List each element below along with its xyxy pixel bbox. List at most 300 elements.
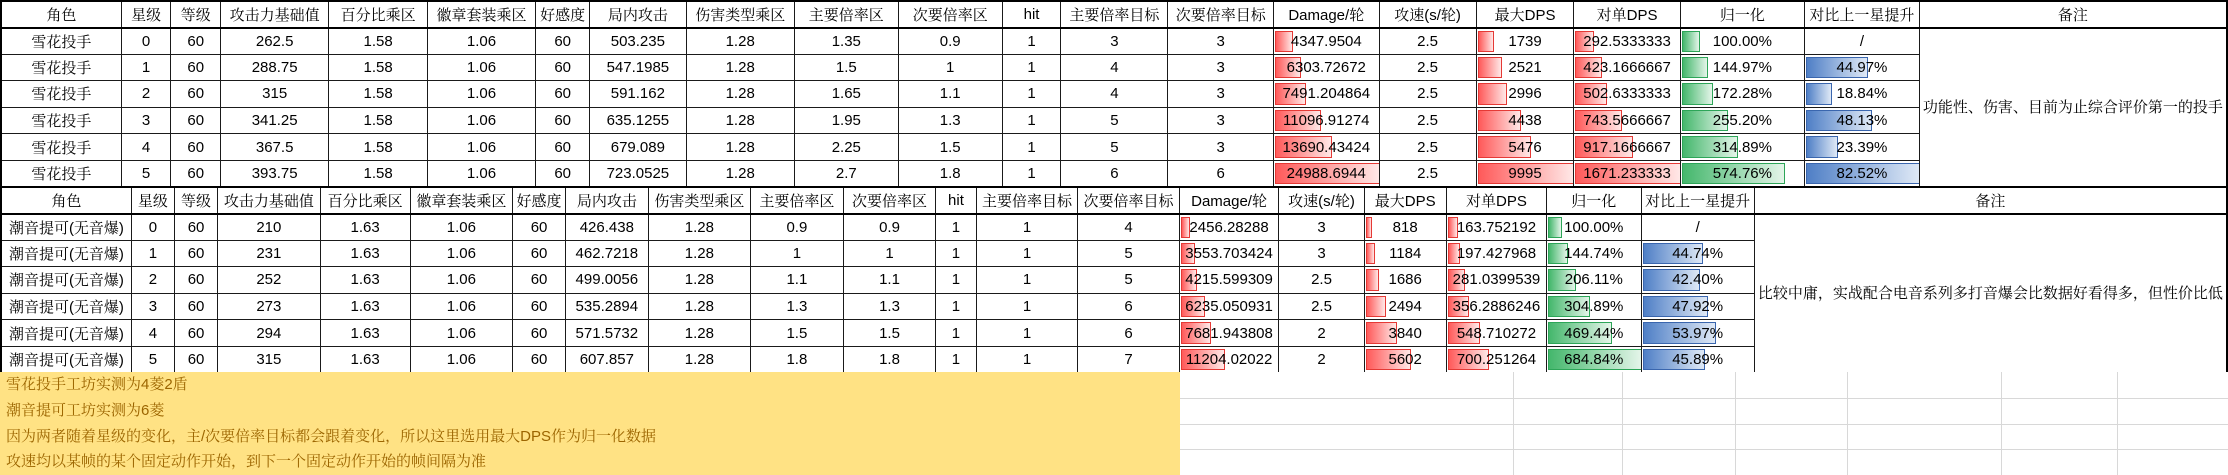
cell[interactable] — [1641, 320, 1754, 347]
cell[interactable] — [1078, 214, 1179, 241]
cell[interactable] — [1061, 28, 1168, 55]
cell[interactable] — [1078, 240, 1179, 267]
cell[interactable] — [751, 293, 844, 320]
cell[interactable] — [898, 81, 1002, 108]
column-header-13[interactable]: 次要倍率目标 — [1078, 187, 1179, 214]
cell[interactable] — [410, 320, 512, 347]
cell[interactable] — [794, 28, 898, 55]
column-header-0[interactable]: 角色 — [1, 1, 121, 28]
cell[interactable] — [843, 293, 936, 320]
cell[interactable] — [121, 28, 171, 55]
remark-cell[interactable]: 功能性、伤害、目前为止综合评价第一的投手 — [1919, 28, 2227, 187]
cell[interactable] — [566, 267, 649, 294]
cell[interactable] — [174, 346, 217, 373]
cell[interactable] — [648, 267, 750, 294]
cell[interactable] — [976, 240, 1078, 267]
cell[interactable] — [976, 346, 1078, 373]
cell[interactable] — [648, 293, 750, 320]
cell[interactable] — [218, 240, 320, 267]
cell[interactable] — [686, 134, 794, 161]
cell[interactable] — [1446, 240, 1546, 267]
cell[interactable] — [171, 107, 221, 134]
cell[interactable] — [1574, 134, 1680, 161]
cell[interactable] — [121, 54, 171, 81]
cell[interactable] — [1476, 54, 1574, 81]
cell[interactable] — [1680, 54, 1805, 81]
cell-value: 273 — [256, 298, 282, 316]
cell[interactable] — [898, 54, 1002, 81]
cell[interactable] — [686, 160, 794, 187]
cell[interactable] — [329, 134, 428, 161]
cell[interactable] — [513, 293, 566, 320]
cell[interactable] — [590, 107, 686, 134]
cell[interactable] — [936, 267, 976, 294]
cell[interactable] — [174, 240, 217, 267]
column-header-3[interactable]: 攻击力基础值 — [221, 1, 329, 28]
cell[interactable] — [1, 240, 131, 267]
column-header-20[interactable]: 备注 — [1919, 1, 2227, 28]
cell[interactable] — [1547, 320, 1641, 347]
cell[interactable] — [218, 320, 320, 347]
column-header-8[interactable]: 伤害类型乘区 — [686, 1, 794, 28]
cell[interactable] — [1, 134, 121, 161]
cell[interactable] — [566, 240, 649, 267]
cell-value: 1.06 — [466, 85, 497, 103]
cell[interactable] — [1, 160, 121, 187]
cell[interactable] — [174, 214, 217, 241]
cell[interactable] — [131, 346, 174, 373]
cell[interactable] — [427, 54, 535, 81]
cell[interactable] — [1476, 28, 1574, 55]
column-header-1[interactable]: 星级 — [121, 1, 171, 28]
column-header-4[interactable]: 百分比乘区 — [329, 1, 428, 28]
cell[interactable] — [751, 214, 844, 241]
cell[interactable] — [1476, 134, 1574, 161]
cell[interactable] — [1641, 240, 1754, 267]
cell-value: 1.06 — [466, 138, 497, 156]
cell[interactable] — [1168, 28, 1274, 55]
cell[interactable] — [131, 267, 174, 294]
cell[interactable] — [566, 320, 649, 347]
cell[interactable] — [1574, 81, 1680, 108]
cell[interactable] — [221, 54, 329, 81]
cell[interactable] — [1168, 134, 1274, 161]
column-header-17[interactable]: 对单DPS — [1446, 187, 1546, 214]
column-header-11[interactable]: hit — [1002, 1, 1061, 28]
cell[interactable] — [1061, 160, 1168, 187]
cell[interactable] — [536, 54, 590, 81]
cell[interactable] — [427, 160, 535, 187]
cell[interactable] — [1002, 28, 1061, 55]
cell[interactable] — [1446, 346, 1546, 373]
cell[interactable] — [843, 214, 936, 241]
column-header-18[interactable]: 归一化 — [1547, 187, 1641, 214]
cell[interactable] — [1, 320, 131, 347]
cell[interactable] — [320, 240, 410, 267]
cell[interactable] — [1279, 267, 1364, 294]
cell[interactable] — [1446, 293, 1546, 320]
cell[interactable] — [320, 320, 410, 347]
cell[interactable] — [1680, 134, 1805, 161]
column-header-9[interactable]: 主要倍率区 — [794, 1, 898, 28]
cell[interactable] — [1379, 28, 1476, 55]
cell[interactable] — [221, 28, 329, 55]
cell[interactable] — [751, 346, 844, 373]
cell[interactable] — [410, 346, 512, 373]
cell[interactable] — [1446, 267, 1546, 294]
cell[interactable] — [1061, 54, 1168, 81]
column-header-18[interactable]: 归一化 — [1680, 1, 1805, 28]
cell[interactable] — [1274, 81, 1379, 108]
remark-cell[interactable]: 比较中庸，实战配合电音系列多打音爆会比数据好看得多，但性价比低 — [1754, 214, 2227, 373]
cell[interactable] — [174, 267, 217, 294]
cell[interactable] — [1, 214, 131, 241]
cell[interactable] — [1476, 107, 1574, 134]
cell[interactable] — [843, 267, 936, 294]
cell[interactable] — [218, 214, 320, 241]
cell[interactable] — [427, 81, 535, 108]
column-header-5[interactable]: 徽章套装乘区 — [427, 1, 535, 28]
cell[interactable] — [1547, 267, 1641, 294]
cell[interactable] — [1364, 346, 1446, 373]
cell[interactable] — [1168, 81, 1274, 108]
cell[interactable] — [1, 54, 121, 81]
cell[interactable] — [174, 320, 217, 347]
cell[interactable] — [1547, 240, 1641, 267]
cell[interactable] — [1574, 54, 1680, 81]
cell[interactable] — [1680, 160, 1805, 187]
cell[interactable] — [794, 160, 898, 187]
cell[interactable] — [751, 240, 844, 267]
cell[interactable] — [513, 267, 566, 294]
cell[interactable] — [410, 293, 512, 320]
cell[interactable] — [751, 320, 844, 347]
cell[interactable] — [1364, 293, 1446, 320]
cell[interactable] — [843, 240, 936, 267]
column-header-4[interactable]: 百分比乘区 — [320, 187, 410, 214]
cell[interactable] — [1078, 320, 1179, 347]
cell[interactable] — [320, 346, 410, 373]
column-header-14[interactable]: Damage/轮 — [1274, 1, 1379, 28]
cell[interactable] — [1680, 81, 1805, 108]
cell[interactable] — [1002, 54, 1061, 81]
cell[interactable] — [936, 214, 976, 241]
cell[interactable] — [898, 134, 1002, 161]
cell-value: 1686 — [1388, 271, 1422, 289]
cell[interactable] — [410, 240, 512, 267]
cell[interactable] — [410, 214, 512, 241]
cell[interactable] — [121, 134, 171, 161]
cell-value: 雪花投手 — [31, 59, 92, 77]
column-header-14[interactable]: Damage/轮 — [1179, 187, 1279, 214]
cell[interactable] — [131, 293, 174, 320]
cell[interactable] — [1168, 54, 1274, 81]
cell[interactable] — [171, 134, 221, 161]
cell[interactable] — [536, 134, 590, 161]
cell[interactable] — [1805, 28, 1920, 55]
column-header-8[interactable]: 伤害类型乘区 — [648, 187, 750, 214]
cell[interactable] — [1, 28, 121, 55]
column-header-7[interactable]: 局内攻击 — [590, 1, 686, 28]
cell[interactable] — [427, 134, 535, 161]
cell[interactable] — [329, 81, 428, 108]
cell[interactable] — [648, 320, 750, 347]
note-line[interactable]: 潮音提可工坊实测为6菱 — [6, 401, 165, 419]
cell[interactable] — [320, 293, 410, 320]
column-header-15[interactable]: 攻速(s/轮) — [1379, 1, 1476, 28]
cell[interactable] — [794, 54, 898, 81]
column-header-1[interactable]: 星级 — [131, 187, 174, 214]
cell[interactable] — [536, 160, 590, 187]
cell[interactable] — [1641, 293, 1754, 320]
cell[interactable] — [1641, 214, 1754, 241]
cell[interactable] — [898, 160, 1002, 187]
cell[interactable] — [171, 54, 221, 81]
cell[interactable] — [1547, 214, 1641, 241]
cell[interactable] — [174, 293, 217, 320]
cell[interactable] — [131, 214, 174, 241]
cell[interactable] — [1364, 267, 1446, 294]
column-header-6[interactable]: 好感度 — [513, 187, 566, 214]
column-header-16[interactable]: 最大DPS — [1364, 187, 1446, 214]
cell[interactable] — [1574, 28, 1680, 55]
cell[interactable] — [218, 267, 320, 294]
cell[interactable] — [1061, 107, 1168, 134]
cell[interactable] — [513, 346, 566, 373]
cell[interactable] — [427, 28, 535, 55]
column-header-13[interactable]: 次要倍率目标 — [1168, 1, 1274, 28]
cell[interactable] — [1179, 214, 1279, 241]
cell[interactable] — [590, 54, 686, 81]
cell[interactable] — [1805, 134, 1920, 161]
cell[interactable] — [1078, 293, 1179, 320]
cell[interactable] — [1641, 346, 1754, 373]
cell[interactable] — [976, 293, 1078, 320]
cell[interactable] — [1364, 320, 1446, 347]
column-header-7[interactable]: 局内攻击 — [566, 187, 649, 214]
cell[interactable] — [1179, 267, 1279, 294]
cell[interactable] — [1, 346, 131, 373]
column-header-20[interactable]: 备注 — [1754, 187, 2227, 214]
cell[interactable] — [427, 107, 535, 134]
cell[interactable] — [590, 81, 686, 108]
note-line[interactable]: 攻速均以某帧的某个固定动作开始，到下一个固定动作开始的帧间隔为准 — [6, 453, 487, 471]
cell[interactable] — [329, 160, 428, 187]
cell[interactable] — [1002, 134, 1061, 161]
cell[interactable] — [1680, 107, 1805, 134]
empty-cells-grid[interactable] — [1180, 372, 2228, 475]
cell[interactable] — [590, 28, 686, 55]
cell[interactable] — [218, 293, 320, 320]
cell[interactable] — [1379, 107, 1476, 134]
column-header-19[interactable]: 对比上一星提升 — [1641, 187, 1754, 214]
cell[interactable] — [1, 81, 121, 108]
column-header-2[interactable]: 等级 — [171, 1, 221, 28]
cell[interactable] — [1379, 81, 1476, 108]
cell[interactable] — [221, 160, 329, 187]
cell-value: 2996 — [1508, 85, 1542, 103]
cell[interactable] — [1279, 240, 1364, 267]
cell[interactable] — [121, 81, 171, 108]
cell[interactable] — [171, 160, 221, 187]
cell[interactable] — [686, 81, 794, 108]
cell[interactable] — [1179, 240, 1279, 267]
cell[interactable] — [1805, 107, 1920, 134]
cell[interactable] — [221, 81, 329, 108]
cell[interactable] — [936, 240, 976, 267]
cell[interactable] — [1379, 54, 1476, 81]
cell-value: 1.8 — [879, 350, 900, 368]
cell[interactable] — [513, 214, 566, 241]
cell[interactable] — [794, 134, 898, 161]
cell[interactable] — [1002, 160, 1061, 187]
cell[interactable] — [1274, 54, 1379, 81]
cell[interactable] — [1574, 160, 1680, 187]
cell[interactable] — [590, 160, 686, 187]
column-header-2[interactable]: 等级 — [174, 187, 217, 214]
cell[interactable] — [329, 107, 428, 134]
cell-value: 60 — [187, 298, 205, 316]
cell[interactable] — [218, 346, 320, 373]
cell[interactable] — [1274, 160, 1379, 187]
cell[interactable] — [1805, 81, 1920, 108]
cell[interactable] — [171, 81, 221, 108]
cell[interactable] — [686, 107, 794, 134]
cell[interactable] — [1274, 28, 1379, 55]
cell[interactable] — [1805, 54, 1920, 81]
cell[interactable] — [1, 293, 131, 320]
data-bar-green — [1682, 83, 1713, 105]
cell[interactable] — [1168, 160, 1274, 187]
column-header-12[interactable]: 主要倍率目标 — [1061, 1, 1168, 28]
cell-value: 1 — [946, 58, 955, 76]
cell[interactable] — [1061, 81, 1168, 108]
cell[interactable] — [794, 81, 898, 108]
cell[interactable] — [566, 346, 649, 373]
cell[interactable] — [566, 214, 649, 241]
column-header-6[interactable]: 好感度 — [536, 1, 590, 28]
cell[interactable] — [898, 107, 1002, 134]
cell[interactable] — [1446, 214, 1546, 241]
cell[interactable] — [976, 267, 1078, 294]
cell[interactable] — [648, 240, 750, 267]
cell[interactable] — [1274, 134, 1379, 161]
cell[interactable] — [1279, 214, 1364, 241]
cell[interactable] — [936, 320, 976, 347]
cell[interactable] — [221, 134, 329, 161]
cell[interactable] — [1002, 107, 1061, 134]
cell[interactable] — [1061, 134, 1168, 161]
cell[interactable] — [1641, 267, 1754, 294]
cell[interactable] — [976, 320, 1078, 347]
cell[interactable] — [1364, 240, 1446, 267]
cell[interactable] — [536, 81, 590, 108]
cell[interactable] — [1078, 267, 1179, 294]
cell[interactable] — [648, 346, 750, 373]
cell[interactable] — [1, 267, 131, 294]
cell[interactable] — [648, 214, 750, 241]
cell[interactable] — [329, 54, 428, 81]
cell[interactable] — [513, 320, 566, 347]
column-header-16[interactable]: 最大DPS — [1476, 1, 1574, 28]
cell[interactable] — [1179, 346, 1279, 373]
column-header-15[interactable]: 攻速(s/轮) — [1279, 187, 1364, 214]
cell[interactable] — [536, 28, 590, 55]
note-line[interactable]: 因为两者随着星级的变化，主/次要倍率目标都会跟着变化，所以这里选用最大DPS作为归一化数据 — [6, 427, 657, 445]
cell[interactable] — [1379, 160, 1476, 187]
cell[interactable] — [1279, 346, 1364, 373]
column-header-3[interactable]: 攻击力基础值 — [218, 187, 320, 214]
data-bar-red — [1366, 243, 1376, 265]
cell[interactable] — [1168, 107, 1274, 134]
cell[interactable] — [320, 214, 410, 241]
cell[interactable] — [1379, 134, 1476, 161]
column-header-17[interactable]: 对单DPS — [1574, 1, 1680, 28]
cell[interactable] — [1002, 81, 1061, 108]
cell[interactable] — [320, 267, 410, 294]
cell[interactable] — [976, 214, 1078, 241]
column-header-10[interactable]: 次要倍率区 — [898, 1, 1002, 28]
cell[interactable] — [221, 107, 329, 134]
cell[interactable] — [121, 160, 171, 187]
cell[interactable] — [1547, 293, 1641, 320]
cell[interactable] — [843, 346, 936, 373]
cell[interactable] — [1279, 320, 1364, 347]
cell[interactable] — [843, 320, 936, 347]
cell[interactable] — [751, 267, 844, 294]
column-header-10[interactable]: 次要倍率区 — [843, 187, 936, 214]
column-header-0[interactable]: 角色 — [1, 187, 131, 214]
cell[interactable] — [513, 240, 566, 267]
cell[interactable] — [566, 293, 649, 320]
cell[interactable] — [329, 28, 428, 55]
column-header-12[interactable]: 主要倍率目标 — [976, 187, 1078, 214]
cell[interactable] — [536, 107, 590, 134]
cell[interactable] — [1279, 293, 1364, 320]
cell[interactable] — [590, 134, 686, 161]
column-header-5[interactable]: 徽章套装乘区 — [410, 187, 512, 214]
cell[interactable] — [1805, 160, 1920, 187]
cell[interactable] — [1446, 320, 1546, 347]
column-header-19[interactable]: 对比上一星提升 — [1805, 1, 1920, 28]
cell[interactable] — [1680, 28, 1805, 55]
cell[interactable] — [794, 107, 898, 134]
cell[interactable] — [171, 28, 221, 55]
cell[interactable] — [686, 28, 794, 55]
cell[interactable] — [1274, 107, 1379, 134]
cell[interactable] — [1179, 320, 1279, 347]
cell[interactable] — [410, 267, 512, 294]
cell[interactable] — [1, 107, 121, 134]
cell[interactable] — [898, 28, 1002, 55]
cell[interactable] — [936, 346, 976, 373]
cell[interactable] — [131, 320, 174, 347]
column-header-9[interactable]: 主要倍率区 — [751, 187, 844, 214]
cell[interactable] — [936, 293, 976, 320]
column-header-11[interactable]: hit — [936, 187, 976, 214]
cell[interactable] — [1364, 214, 1446, 241]
cell[interactable] — [121, 107, 171, 134]
cell[interactable] — [1476, 81, 1574, 108]
cell[interactable] — [1078, 346, 1179, 373]
note-line[interactable]: 雪花投手工坊实测为4菱2盾 — [6, 376, 188, 393]
cell[interactable] — [1574, 107, 1680, 134]
cell[interactable] — [686, 54, 794, 81]
cell[interactable] — [1476, 160, 1574, 187]
cell[interactable] — [1179, 293, 1279, 320]
cell[interactable] — [1547, 346, 1641, 373]
cell[interactable] — [131, 240, 174, 267]
